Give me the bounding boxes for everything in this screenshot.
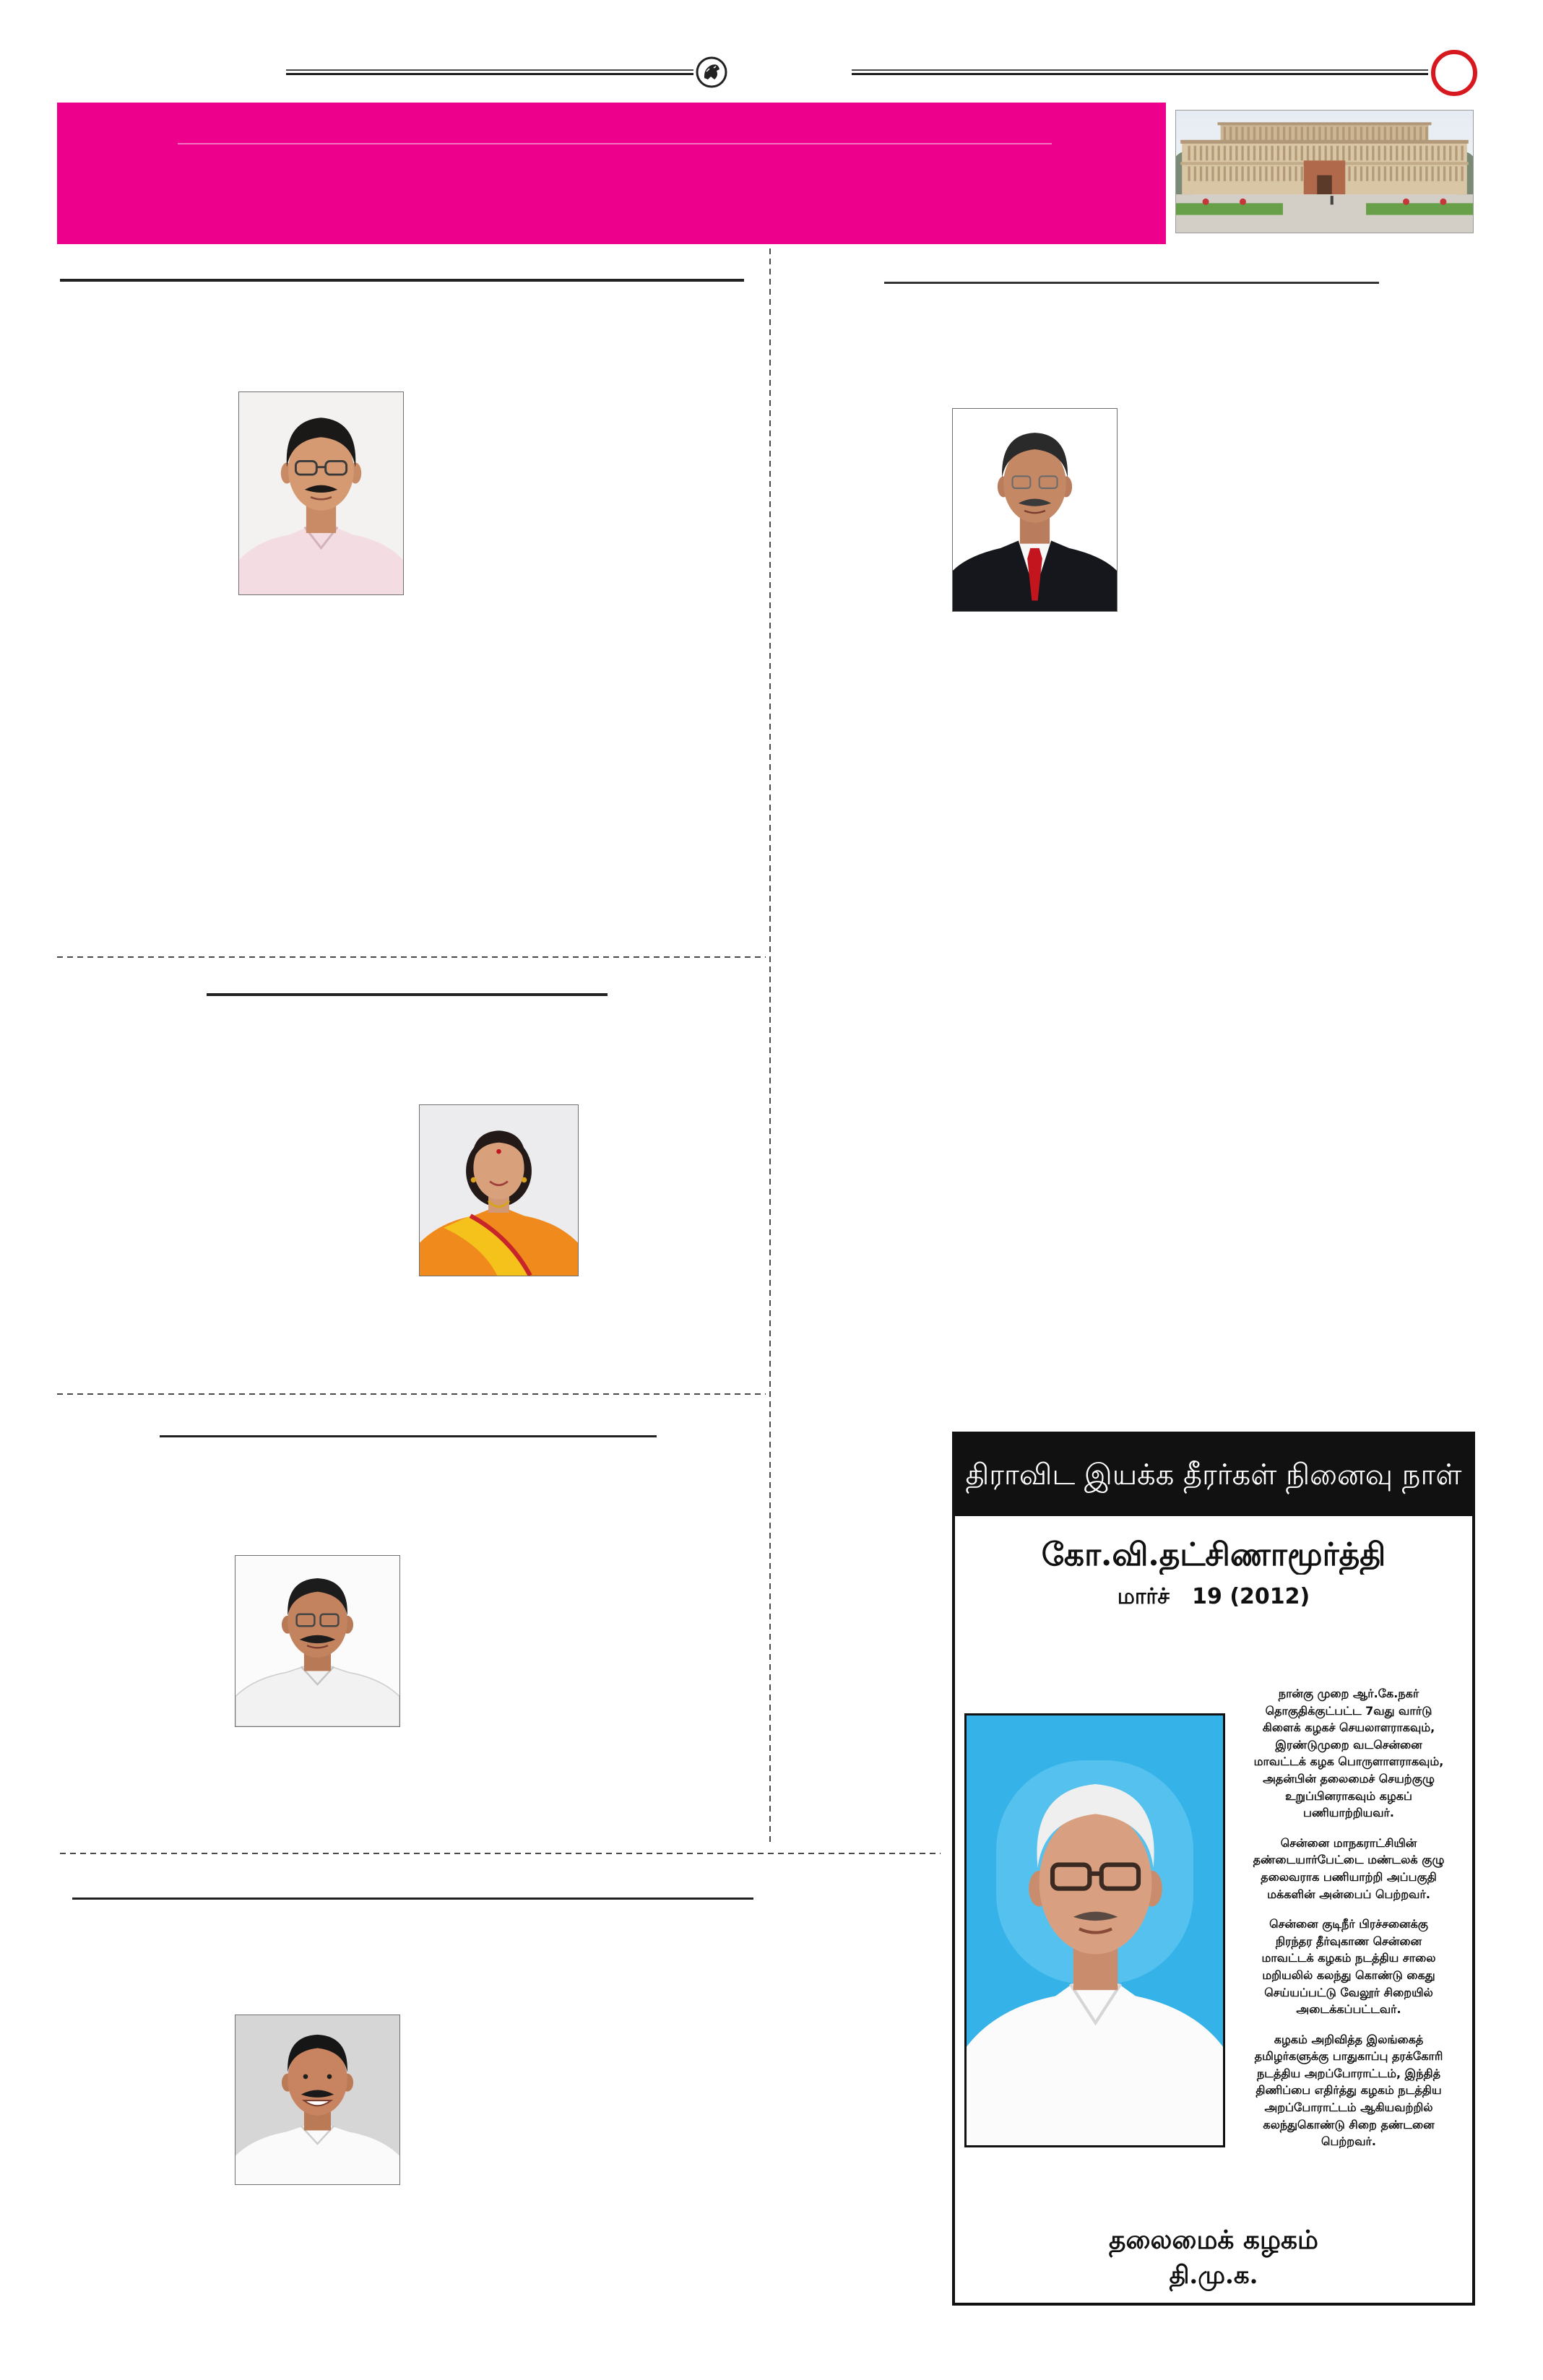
- left-earring: [471, 1177, 476, 1182]
- emblem-svg: [695, 56, 728, 89]
- parliament-building-photo: [1175, 110, 1474, 233]
- biography-line: சென்னை குடிநீர் பிரச்சனைக்கு: [1269, 1917, 1428, 1931]
- memorial-person-name: கோ.வி.தட்சிணாமூர்த்தி: [1041, 1536, 1386, 1573]
- lawn-right: [1366, 203, 1473, 215]
- biography-line: அறப்போராட்டம் ஆகியவற்றில்: [1264, 2100, 1433, 2115]
- lawn-left: [1176, 203, 1283, 215]
- biography-line: உறுப்பினராகவும் கழகப்: [1285, 1788, 1412, 1803]
- right-eye: [327, 2074, 332, 2080]
- emblem-icon: [695, 56, 728, 89]
- column-divider: [769, 248, 771, 1845]
- biography-line: பணியாற்றியவர்.: [1303, 1806, 1394, 1820]
- header-rule-left: [286, 69, 693, 75]
- main-cornice: [1180, 140, 1469, 144]
- biography-paragraph-1: [1228, 1685, 1469, 1822]
- main-colonnade-upper: [1185, 146, 1464, 160]
- person-figure: [1331, 196, 1334, 204]
- biography-line: மாவட்டக் கழக பொருளாளராகவும்,: [1253, 1754, 1444, 1769]
- portrait-photo-2: [952, 408, 1118, 612]
- biography-line: மறியலில் கலந்து கொண்டு கைது: [1262, 1968, 1435, 1982]
- memorial-signature-party: தி.மு.க.: [1169, 2261, 1258, 2290]
- biography-paragraph-4: [1228, 2031, 1469, 2150]
- biography-line: நடத்திய அறப்போராட்டம், இந்தித்: [1257, 2066, 1440, 2080]
- portrait-photo-1: [238, 391, 404, 595]
- biography-line: மாவட்டக் கழகம் நடத்திய சாலை: [1261, 1951, 1436, 1965]
- biography-line: திணிப்பை எதிர்த்து கழகம் நடத்திய: [1255, 2083, 1442, 2098]
- portrait-photo-3: [419, 1104, 579, 1276]
- biography-line: தலைவராக பணியாற்றி அப்பகுதி: [1261, 1869, 1437, 1884]
- page-marker-circle-icon: [1431, 50, 1477, 96]
- biography-line: கழகம் அறிவித்த இலங்கைத்: [1274, 2032, 1424, 2046]
- biography-line: இரண்டுமுறை வடசென்னை: [1275, 1737, 1422, 1752]
- left-eye: [303, 2074, 308, 2080]
- parliament-svg: [1176, 111, 1473, 233]
- memorial-portrait-photo: [964, 1713, 1225, 2147]
- header-rule-right: [852, 69, 1428, 75]
- section-banner: [57, 103, 1166, 244]
- portrait-svg: [239, 392, 403, 594]
- section-divider-3: [60, 1853, 941, 1854]
- biography-line: தொகுதிக்குட்பட்ட 7வது வார்டு: [1265, 1703, 1432, 1718]
- memorial-date: மார்ச் 19 (2012): [1117, 1584, 1310, 1609]
- biography-line: அதன்பின் தலைமைச் செயற்குழு: [1263, 1771, 1435, 1786]
- memorial-signature-office: தலைமைக் கழகம்: [1109, 2225, 1318, 2255]
- right-column-top-rule: [884, 282, 1379, 284]
- entrance-door: [1317, 176, 1332, 194]
- biography-line: நிரந்தர தீர்வுகாண சென்னை: [1275, 1934, 1422, 1948]
- biography-line: செய்யப்பட்டு வேலூர் சிறையில்: [1264, 1985, 1433, 1999]
- portrait-photo-4: [235, 1555, 400, 1727]
- biography-line: தண்டையார்பேட்டை மண்டலக் குழு: [1253, 1853, 1445, 1867]
- flower-bed-1: [1203, 199, 1209, 205]
- portrait-svg: [420, 1105, 578, 1276]
- memorial-heading: திராவிட இயக்க தீரர்கள் நினைவு நாள்: [955, 1435, 1472, 1516]
- biography-line: அடைக்கப்பட்டவர்.: [1296, 2002, 1401, 2017]
- portrait-svg: [953, 409, 1117, 611]
- biography-line: மக்களின் அன்பைப் பெற்றவர்.: [1267, 1887, 1430, 1901]
- portrait-svg: [967, 1715, 1223, 2145]
- biography-line: கிளைக் கழகச் செயலாளராகவும்,: [1262, 1721, 1435, 1735]
- portrait-svg: [235, 2015, 399, 2184]
- memorial-notice: [952, 1432, 1475, 2306]
- upper-cornice: [1218, 122, 1432, 125]
- biography-line: சென்னை மாநகராட்சியின்: [1280, 1835, 1417, 1850]
- section-divider-1: [57, 956, 766, 958]
- biography-line: தமிழர்களுக்கு பாதுகாப்பு தரக்கோரி: [1254, 2049, 1443, 2064]
- flower-bed-4: [1440, 199, 1446, 205]
- memorial-biography: [1228, 1685, 1469, 2163]
- section-divider-2: [57, 1393, 766, 1395]
- biography-line: நான்கு முறை ஆர்.கே.நகர்: [1278, 1687, 1419, 1700]
- biography-paragraph-2: [1228, 1835, 1469, 1903]
- biography-line: பெற்றவர்.: [1321, 2134, 1376, 2149]
- biography-paragraph-3: [1228, 1916, 1469, 2018]
- flower-bed-2: [1240, 199, 1246, 205]
- flower-bed-3: [1403, 199, 1409, 205]
- bindi: [496, 1149, 501, 1154]
- right-earring: [522, 1177, 527, 1182]
- story-2-rule: [207, 993, 608, 996]
- banner-rule: [178, 143, 1052, 144]
- left-column-top-rule: [60, 279, 744, 282]
- story-3-rule: [160, 1435, 657, 1437]
- portrait-photo-5: [235, 2015, 400, 2185]
- portrait-svg: [235, 1556, 399, 1726]
- biography-line: கலந்துகொண்டு சிறை தண்டனை: [1263, 2117, 1435, 2132]
- story-4-rule: [72, 1897, 753, 1900]
- upper-colonnade: [1221, 126, 1429, 141]
